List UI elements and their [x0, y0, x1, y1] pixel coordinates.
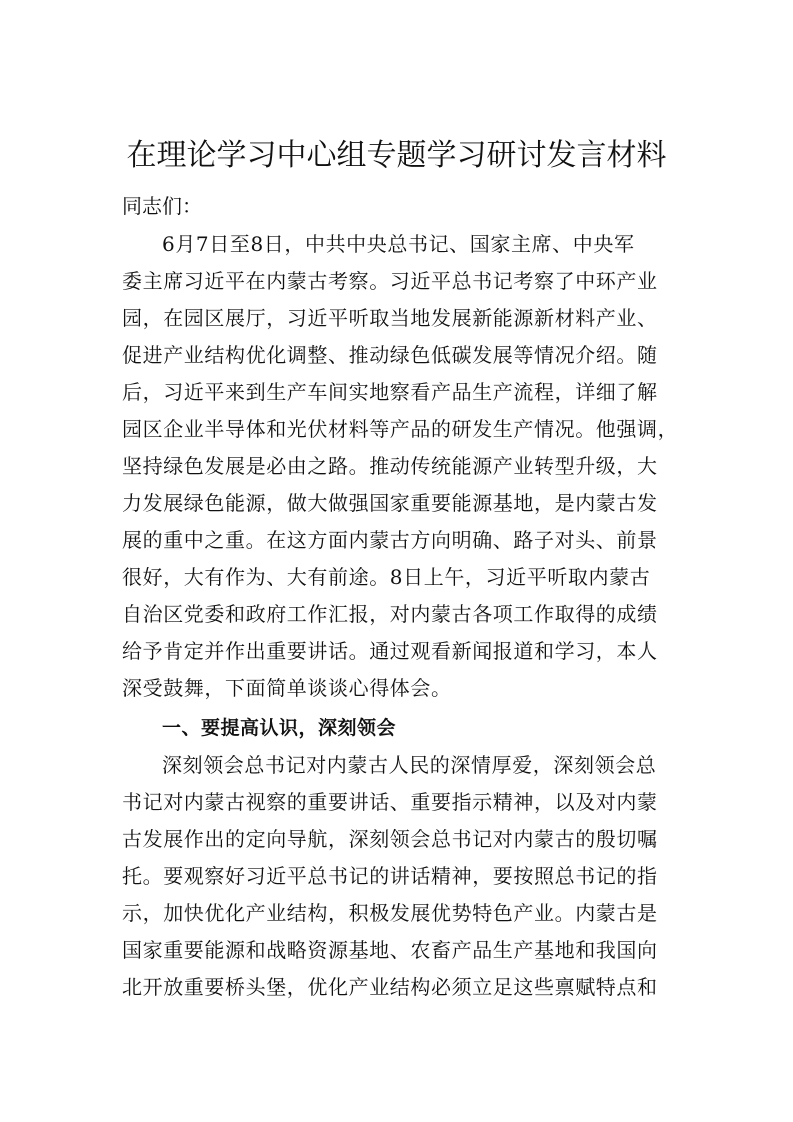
paragraph-line: 国家重要能源和战略资源基地、农畜产品生产基地和我国向: [122, 938, 658, 962]
paragraph-line: 给予肯定并作出重要讲话。通过观看新闻报道和学习，本人: [122, 639, 658, 663]
paragraph-line: 园，在园区展厅，习近平听取当地发展新能源新材料产业、: [122, 306, 658, 330]
salutation: 同志们：: [122, 194, 202, 218]
paragraph-line: 坚持绿色发展是必由之路。推动传统能源产业转型升级，大: [122, 454, 658, 478]
paragraph-line: 古发展作出的定向导航，深刻领会总书记对内蒙古的殷切嘱: [122, 827, 658, 851]
document-title: 在理论学习中心组专题学习研讨发言材料: [126, 138, 667, 173]
paragraph-line: 很好，大有作为、大有前途。8日上午，习近平听取内蒙古: [122, 565, 651, 589]
paragraph-line: 园区企业半导体和光伏材料等产品的研发生产情况。他强调，: [122, 417, 679, 441]
paragraph-line: 示，加快优化产业结构，积极发展优势特色产业。内蒙古是: [122, 901, 658, 925]
paragraph-line: 6月7日至8日，中共中央总书记、国家主席、中央军: [162, 232, 635, 256]
paragraph-line: 力发展绿色能源，做大做强国家重要能源基地，是内蒙古发: [122, 491, 658, 515]
paragraph-line: 深受鼓舞，下面简单谈谈心得体会。: [122, 676, 452, 700]
paragraph-line: 深刻领会总书记对内蒙古人民的深情厚爱，深刻领会总: [162, 753, 657, 777]
paragraph-line: 托。要观察好习近平总书记的讲话精神，要按照总书记的指: [122, 864, 658, 888]
paragraph-line: 后，习近平来到生产车间实地察看产品生产流程，详细了解: [122, 380, 658, 404]
paragraph-line: 展的重中之重。在这方面内蒙古方向明确、路子对头、前景: [122, 528, 658, 552]
paragraph-line: 促进产业结构优化调整、推动绿色低碳发展等情况介绍。随: [122, 343, 658, 367]
paragraph-line: 书记对内蒙古视察的重要讲话、重要指示精神，以及对内蒙: [122, 790, 658, 814]
paragraph-line: 北开放重要桥头堡，优化产业结构必须立足这些禀赋特点和: [122, 975, 658, 999]
paragraph-line: 自治区党委和政府工作汇报，对内蒙古各项工作取得的成绩: [122, 602, 658, 626]
section-heading: 一、要提高认识，深刻领会: [162, 717, 397, 739]
paragraph-line: 委主席习近平在内蒙古考察。习近平总书记考察了中环产业: [122, 269, 658, 293]
